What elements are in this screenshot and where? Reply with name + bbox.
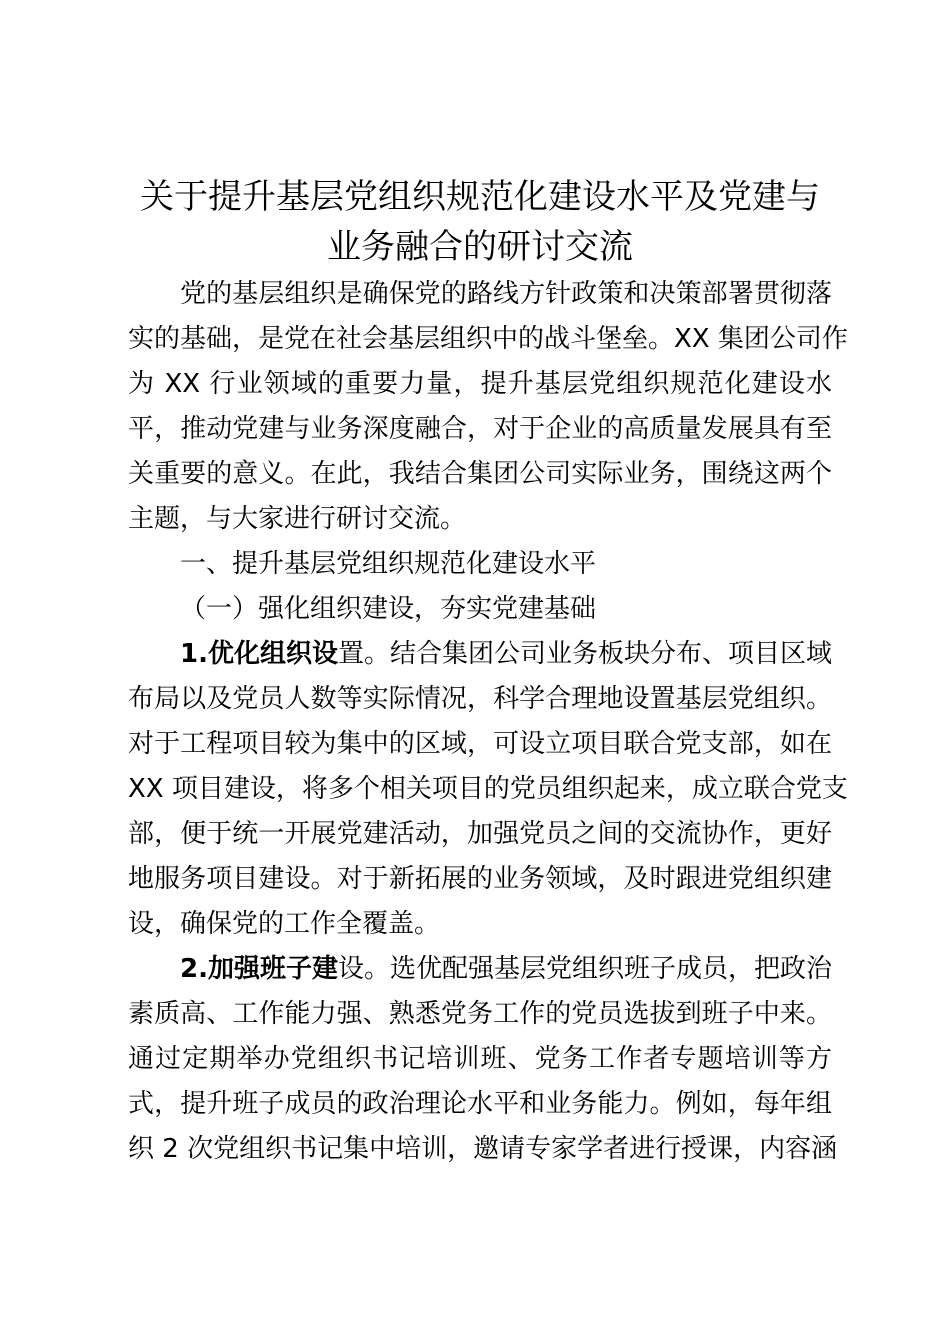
- item-1-line-1: [128, 632, 832, 677]
- document-title: [128, 172, 832, 272]
- item-2-line-1: [128, 947, 832, 992]
- intro-line-2: 实的基础，是党在社会基层组织中的战斗堡垒。XX 集团公司作: [128, 324, 848, 354]
- item-1-line-6: 地服务项目建设。对于新拓展的业务领域，及时跟进党组织建: [128, 864, 832, 894]
- item-2-line-1-rest: 设。选优配强基层党组织班子成员，把政治: [337, 954, 832, 984]
- item-1-line-1-rest: 置。结合集团公司业务板块分布、项目区域: [337, 639, 832, 669]
- title-line-1: 关于提升基层党组织规范化建设水平及党建与: [140, 177, 820, 217]
- item-2-paragraph: [128, 947, 838, 1172]
- item-1-line-4: XX 项目建设，将多个相关项目的党员组织起来，成立联合党支: [128, 774, 848, 804]
- intro-line-5: 关重要的意义。在此，我结合集团公司实际业务，围绕这两个: [128, 459, 832, 489]
- item-2-line-3: 通过定期举办党组织书记培训班、党务工作者专题培训等方: [128, 1044, 832, 1074]
- document-page: [128, 172, 848, 1172]
- section-heading-1: 一、提升基层党组织规范化建设水平: [180, 549, 597, 579]
- title-line-2: 业务融合的研讨交流: [327, 227, 633, 267]
- item-1-paragraph: [128, 632, 848, 947]
- item-2-line-5: 织 2 次党组织书记集中培训，邀请专家学者进行授课，内容涵: [128, 1134, 838, 1164]
- intro-line-4: 平，推动党建与业务深度融合，对于企业的高质量发展具有至: [128, 414, 832, 444]
- item-1-line-2: 布局以及党员人数等实际情况，科学合理地设置基层党组织。: [128, 684, 832, 714]
- item-2-line-2: 素质高、工作能力强、熟悉党务工作的党员选拔到班子中来。: [128, 999, 832, 1029]
- item-1-line-5: 部，便于统一开展党建活动，加强党员之间的交流协作，更好: [128, 819, 832, 849]
- intro-line-1: 党的基层组织是确保党的路线方针政策和决策部署贯彻落: [180, 279, 832, 309]
- intro-paragraph: [128, 272, 848, 542]
- intro-line-3: 为 XX 行业领域的重要力量，提升基层党组织规范化建设水: [128, 369, 832, 399]
- item-2-line-4: 式，提升班子成员的政治理论水平和业务能力。例如，每年组: [128, 1089, 832, 1119]
- item-1-bold-lead: 1.优化组织设: [180, 639, 338, 669]
- intro-line-6: 主题，与大家进行研讨交流。: [128, 504, 467, 534]
- subsection-heading-1: （一）强化组织建设，夯实党建基础: [180, 594, 597, 624]
- item-2-bold-lead: 2.加强班子建: [180, 954, 338, 984]
- item-1-line-3: 对于工程项目较为集中的区域，可设立项目联合党支部，如在: [128, 729, 832, 759]
- item-1-line-7: 设，确保党的工作全覆盖。: [128, 909, 441, 939]
